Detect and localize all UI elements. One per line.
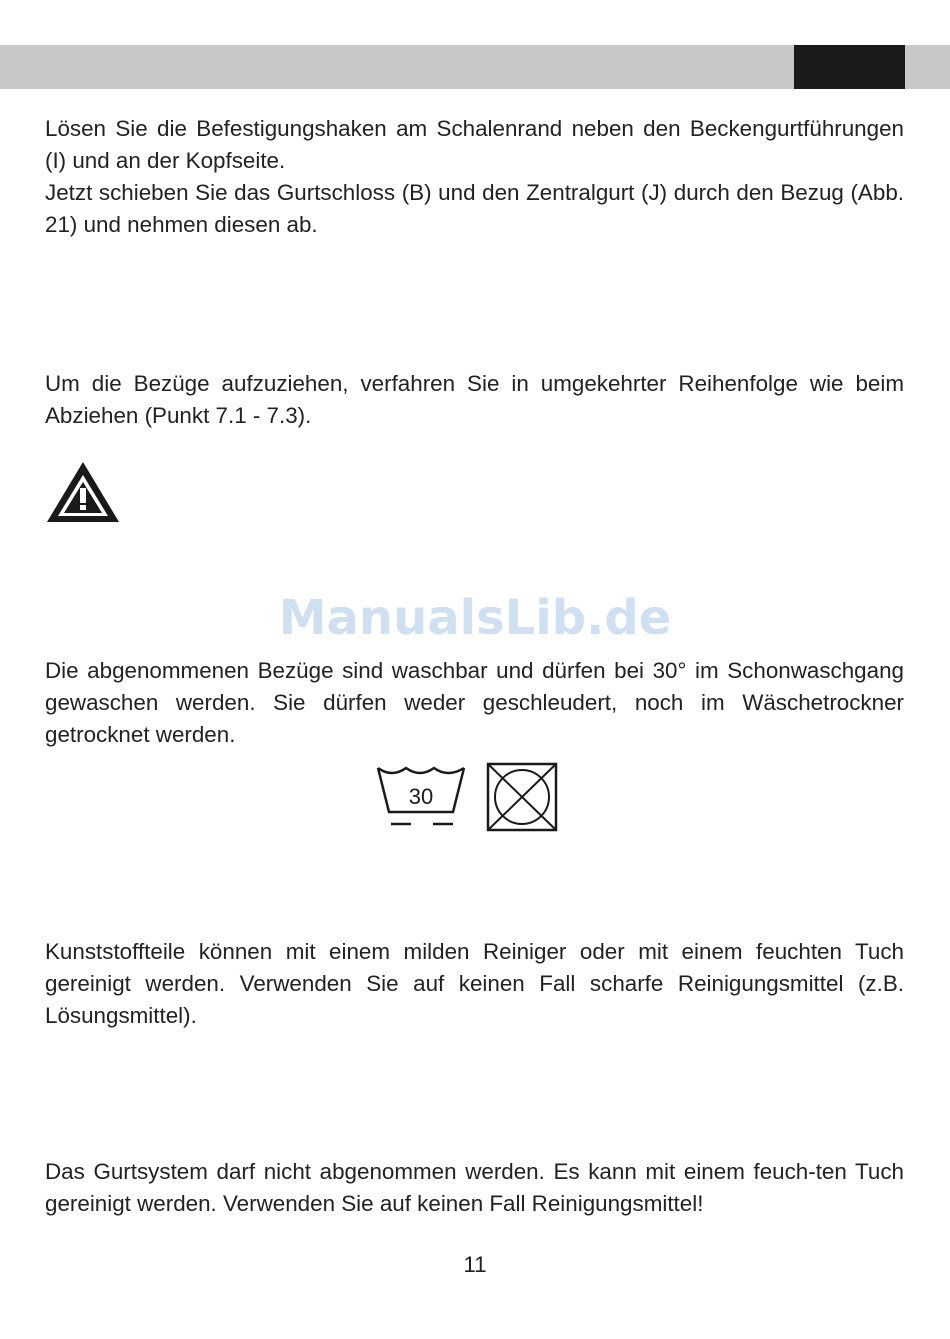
warning-triangle-icon — [45, 460, 121, 524]
paragraph-washable-covers: Die abgenommenen Bezüge sind waschbar und dürfen bei 30° im Schonwaschgang gewaschen werden. Sie dürfen weder geschleudert, noch im Wäschetrockner getrocknet werden. — [45, 658, 904, 747]
wash-30-gentle-icon — [375, 760, 467, 830]
paragraph-belt-system: Das Gurtsystem darf nicht abgenommen werden. Es kann mit einem feuch-ten Tuch gereinigt werden. Verwenden Sie auf keinen Fall Reinigungsmittel! — [45, 1159, 904, 1216]
page-number: 11 — [463, 1252, 487, 1277]
wash-temperature: 30 — [408, 784, 434, 809]
paragraph-push-buckle: Jetzt schieben Sie das Gurtschloss (B) und den Zentralgurt (J) durch den Bezug (Abb. 21) und nehmen diesen ab. — [45, 180, 904, 237]
watermark: ManualsLib.de — [278, 590, 672, 646]
paragraph-release-hooks: Lösen Sie die Befestigungshaken am Schalenrand neben den Beckengurtführungen (I) und an der Kopfseite. — [45, 116, 904, 173]
no-tumble-dry-icon — [486, 762, 558, 832]
paragraph-plastic-parts: Kunststoffteile können mit einem milden Reiniger oder mit einem feuchten Tuch gereinigt werden. Verwenden Sie auf keinen Fall scharfe Reinigungsmittel (z.B. Lösungsmittel). — [45, 939, 904, 1028]
header-block — [794, 45, 905, 89]
paragraph-reassemble: Um die Bezüge aufzuziehen, verfahren Sie in umgekehrter Reihenfolge wie beim Abziehen (Punkt 7.1 - 7.3). — [45, 371, 904, 428]
